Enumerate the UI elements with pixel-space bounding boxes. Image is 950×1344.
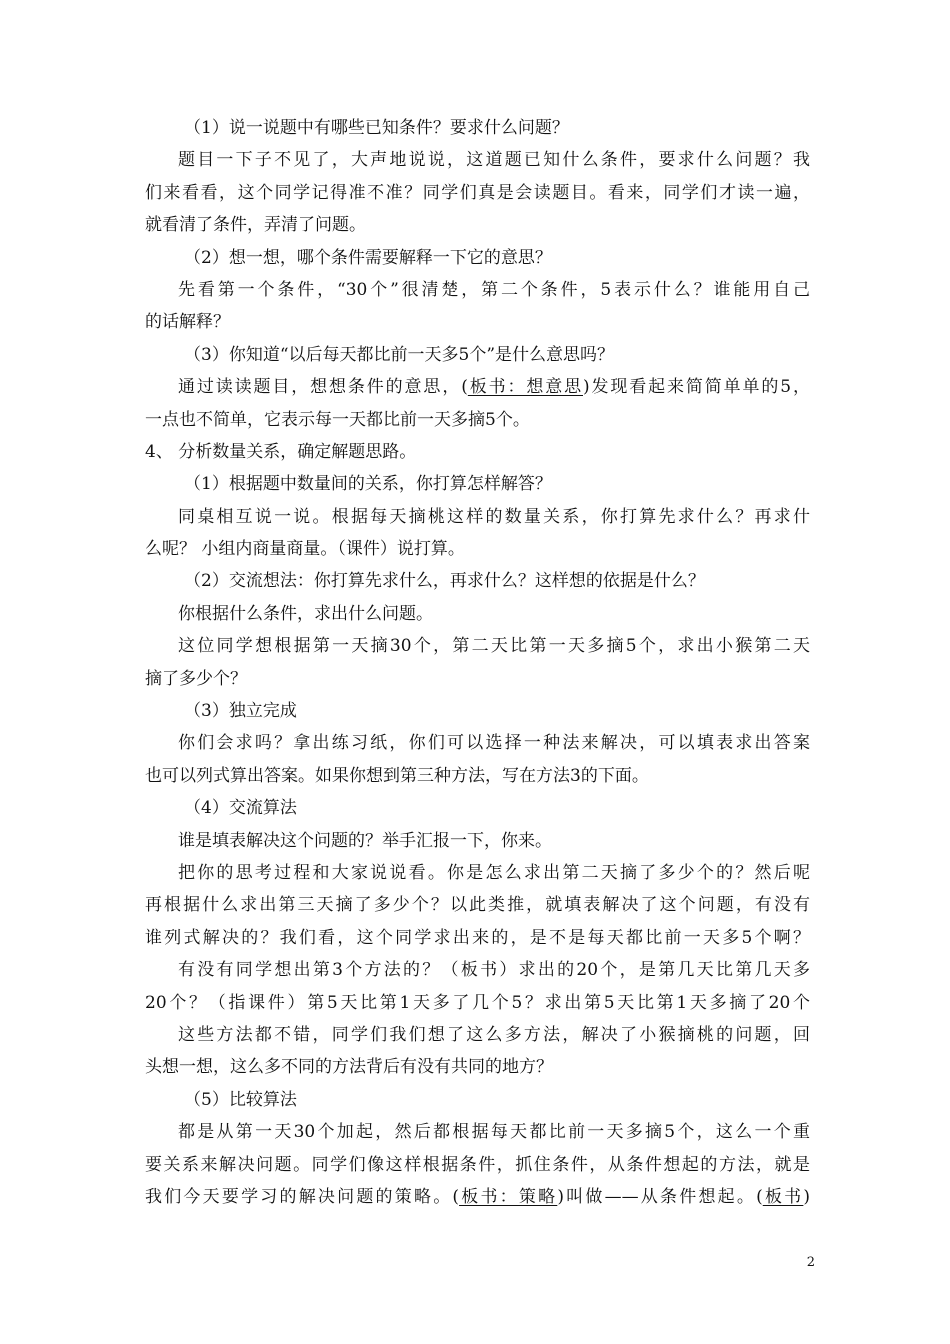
text-segment: 的话解释？ (145, 312, 230, 333)
text-segment: 同桌相互说一说。根据每天摘桃这样的数量关系，你打算先求什么？再求什 (178, 506, 810, 527)
text-line (145, 760, 810, 792)
text-segment: （4）交流算法 (184, 798, 297, 819)
text-line (178, 825, 810, 857)
text-line (184, 695, 810, 727)
text-segment: 这位同学想根据第一天摘30个，第二天比第一天多摘5个，求出小猴第二天 (178, 636, 810, 657)
text-segment: 谁列式解决的？我们看，这个同学求出来的，是不是每天都比前一天多5个啊？ (145, 927, 810, 948)
text-line (184, 792, 810, 824)
text-line (184, 565, 810, 597)
text-segment: 先看第一个条件，“30个”很清楚，第二个条件，5表示什么？谁能用自己 (178, 279, 810, 300)
text-line (145, 404, 810, 436)
text-line (178, 598, 810, 630)
blackboard-note: 板书 (762, 1186, 804, 1207)
text-segment: 也可以列式算出答案。如果你想到第三种方法，写在方法3的下面。 (145, 765, 649, 786)
text-segment: （2）交流想法：你打算先求什么，再求什么？这样想的依据是什么？ (184, 571, 705, 592)
text-line (145, 922, 810, 954)
text-segment: 再根据什么求出第三天摘了多少个？以此类推，就填表解决了这个问题，有没有 (145, 895, 810, 916)
page-number: 2 (806, 1255, 815, 1270)
text-line (178, 1019, 810, 1051)
text-segment: （3）独立完成 (184, 701, 297, 722)
text-line (145, 663, 810, 695)
text-segment: 么呢？ 小组内商量商量。（课件）说打算。 (145, 539, 465, 560)
text-line (178, 954, 810, 986)
text-segment: 谁是填表解决这个问题的？举手汇报一下，你来。 (178, 830, 552, 851)
text-line (184, 468, 810, 500)
text-segment: （2）想一想，哪个条件需要解释一下它的意思？ (184, 247, 552, 268)
text-line (178, 727, 810, 759)
text-segment: ) (803, 1186, 810, 1207)
text-segment: 4、 分析数量关系，确定解题思路。 (145, 441, 417, 462)
text-segment: 摘了多少个？ (145, 668, 247, 689)
text-segment: )叫做——从条件想起。( (557, 1186, 763, 1207)
text-segment: 都是从第一天30个加起，然后都根据每天都比前一天多摘5个，这么一个重 (178, 1122, 810, 1143)
text-line (145, 1149, 810, 1181)
text-line (145, 889, 810, 921)
text-line (145, 306, 810, 338)
text-segment: 我们今天要学习的解决问题的策略。( (145, 1186, 460, 1207)
text-segment: 通过读读题目，想想条件的意思，( (178, 377, 468, 398)
body-text (0, 112, 950, 1213)
text-line (178, 630, 810, 662)
text-segment: 有没有同学想出第3个方法的？（板书）求出的20个，是第几天比第几天多 (178, 960, 810, 981)
text-segment: （3）你知道“以后每天都比前一天多5个”是什么意思吗？ (184, 344, 615, 365)
text-line (145, 987, 810, 1019)
text-segment: 把你的思考过程和大家说说看。你是怎么求出第二天摘了多少个的？然后呢 (178, 862, 810, 883)
text-segment: （5）比较算法 (184, 1089, 297, 1110)
text-segment: 你们会求吗？拿出练习纸，你们可以选择一种法来解决，可以填表求出答案 (178, 733, 810, 754)
text-line (145, 177, 810, 209)
text-line (184, 242, 810, 274)
text-line (184, 112, 810, 144)
text-line (184, 339, 810, 371)
blackboard-note: 板书：策略 (459, 1186, 558, 1207)
text-line (145, 1051, 810, 1083)
text-line (178, 371, 810, 403)
text-segment: 一点也不简单，它表示每一天都比前一天多摘5个。 (145, 409, 530, 430)
text-segment: 这些方法都不错，同学们我们想了这么多方法，解决了小猴摘桃的问题，回 (178, 1024, 810, 1045)
text-line (178, 274, 810, 306)
text-line (184, 1084, 810, 1116)
text-line (178, 501, 810, 533)
text-line (145, 436, 810, 468)
text-segment: 头想一想，这么多不同的方法背后有没有共同的地方？ (145, 1057, 553, 1078)
text-segment: （1）根据题中数量间的关系，你打算怎样解答？ (184, 474, 552, 495)
text-segment: 要关系来解决问题。同学们像这样根据条件，抓住条件，从条件想起的方法，就是 (145, 1154, 810, 1175)
text-segment: 20个？（指课件）第5天比第1天多了几个5？求出第5天比第1天多摘了20个 (145, 992, 810, 1013)
text-line (178, 857, 810, 889)
text-segment: （1）说一说题中有哪些已知条件？要求什么问题？ (184, 118, 569, 138)
text-line (145, 533, 810, 565)
text-segment: 题目一下子不见了，大声地说说，这道题已知什么条件，要求什么问题？我 (178, 150, 810, 171)
text-segment: 你根据什么条件，求出什么问题。 (178, 603, 433, 624)
text-segment: 就看清了条件，弄清了问题。 (145, 215, 366, 236)
text-line (178, 1116, 810, 1148)
text-segment: 们来看看，这个同学记得准不准？同学们真是会读题目。看来，同学们才读一遍， (145, 182, 810, 203)
text-segment: )发现看起来简简单单的5， (583, 377, 810, 398)
text-line (145, 1181, 810, 1213)
text-line (145, 209, 810, 241)
blackboard-note: 板书：想意思 (467, 377, 583, 398)
text-line (178, 144, 810, 176)
